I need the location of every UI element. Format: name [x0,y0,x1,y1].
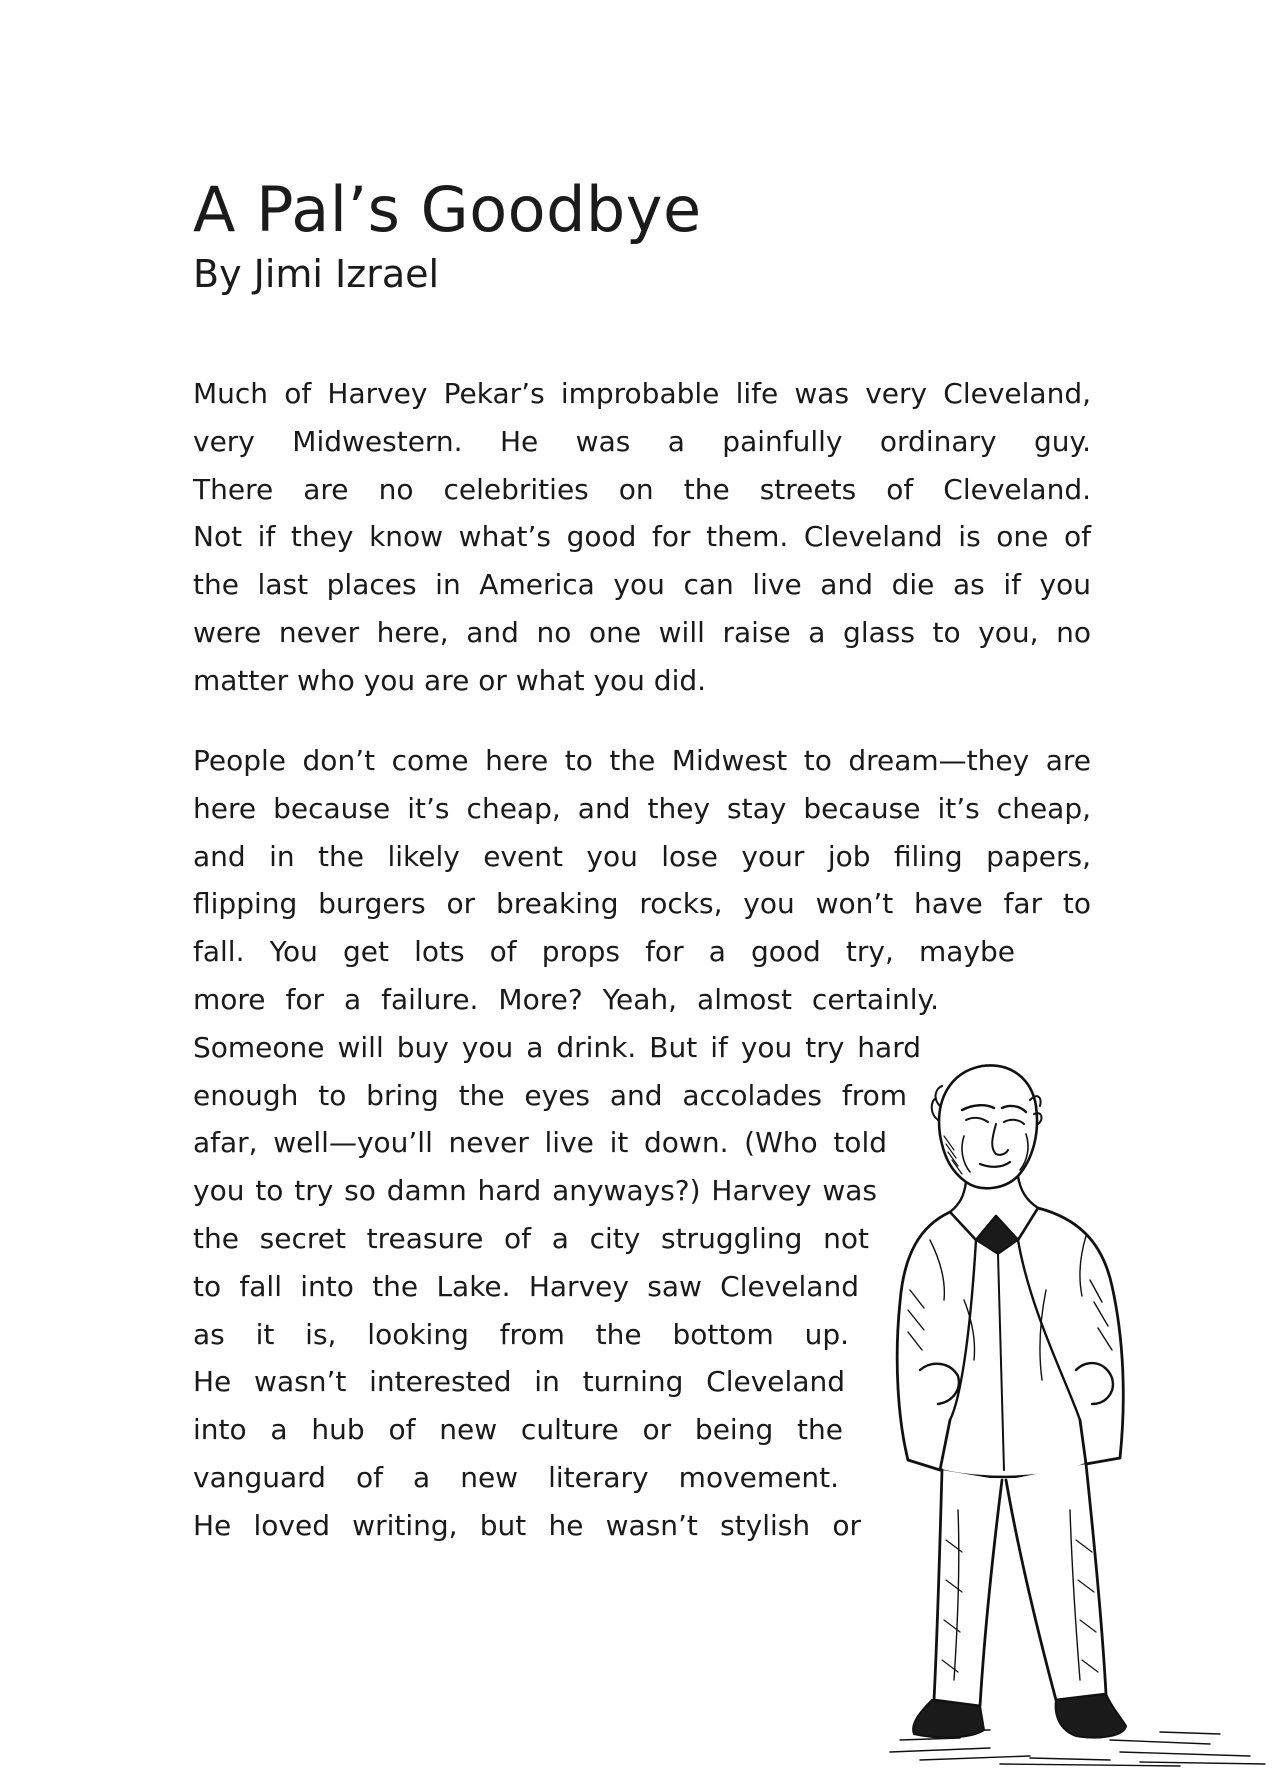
paragraph-line: into a hub of new culture or being the [193,1413,843,1447]
paragraph-line: and in the likely event you lose your job filing papers, [193,839,1091,873]
byline: By Jimi Izrael [193,252,440,296]
paragraph-line: He loved writing, but he wasn’t stylish or [193,1508,861,1542]
paragraph-line: as it is, looking from the bottom up. [193,1317,849,1351]
paragraph-line: Someone will buy you a drink. But if you try hard [193,1030,921,1064]
paragraph-line: People don’t come here to the Midwest to dream—they are [193,744,1091,777]
harvey-illustration [880,1040,1270,1768]
paragraph-line: you to try so damn hard anyways?) Harvey was [193,1174,877,1208]
paragraph-line: to fall into the Lake. Harvey saw Cleveland [193,1269,859,1303]
paragraph-line: matter who you are or what you did. [193,663,707,697]
paragraph-line: Not if they know what’s good for them. Cleveland is one of [193,520,1091,554]
paragraph-1 [193,370,1091,705]
paragraph-line: He wasn’t interested in turning Cleveland [193,1365,845,1399]
paragraph-line: were never here, and no one will raise a glass to you, no [193,615,1091,649]
paragraph-line: afar, well—you’ll never live it down. (Who told [193,1126,887,1160]
paragraph-line: the secret treasure of a city struggling not [193,1221,869,1255]
paragraph-line: vanguard of a new literary movement. [193,1460,839,1494]
paragraph-line: the last places in America you can live and die as if you [193,568,1091,602]
paragraph-line: fall. You get lots of props for a good try, maybe [193,935,1015,969]
paragraph-line: enough to bring the eyes and accolades from [193,1078,907,1112]
jacket [897,1208,1123,1477]
paragraph-line: more for a failure. More? Yeah, almost certainly. [193,982,939,1016]
paragraph-line: here because it’s cheap, and they stay because it’s cheap, [193,791,1091,825]
legs [934,1464,1106,1706]
head [932,1065,1042,1188]
paragraph-line: Much of Harvey Pekar’s improbable life was very Cleveland, [193,377,1091,410]
paragraph-line: very Midwestern. He was a painfully ordinary guy. [193,424,1091,458]
paragraph-line: flipping burgers or breaking rocks, you won’t have far to [193,887,1091,921]
page-title: A Pal’s Goodbye [193,173,702,246]
paragraph-line: There are no celebrities on the streets of Cleveland. [193,472,1091,506]
